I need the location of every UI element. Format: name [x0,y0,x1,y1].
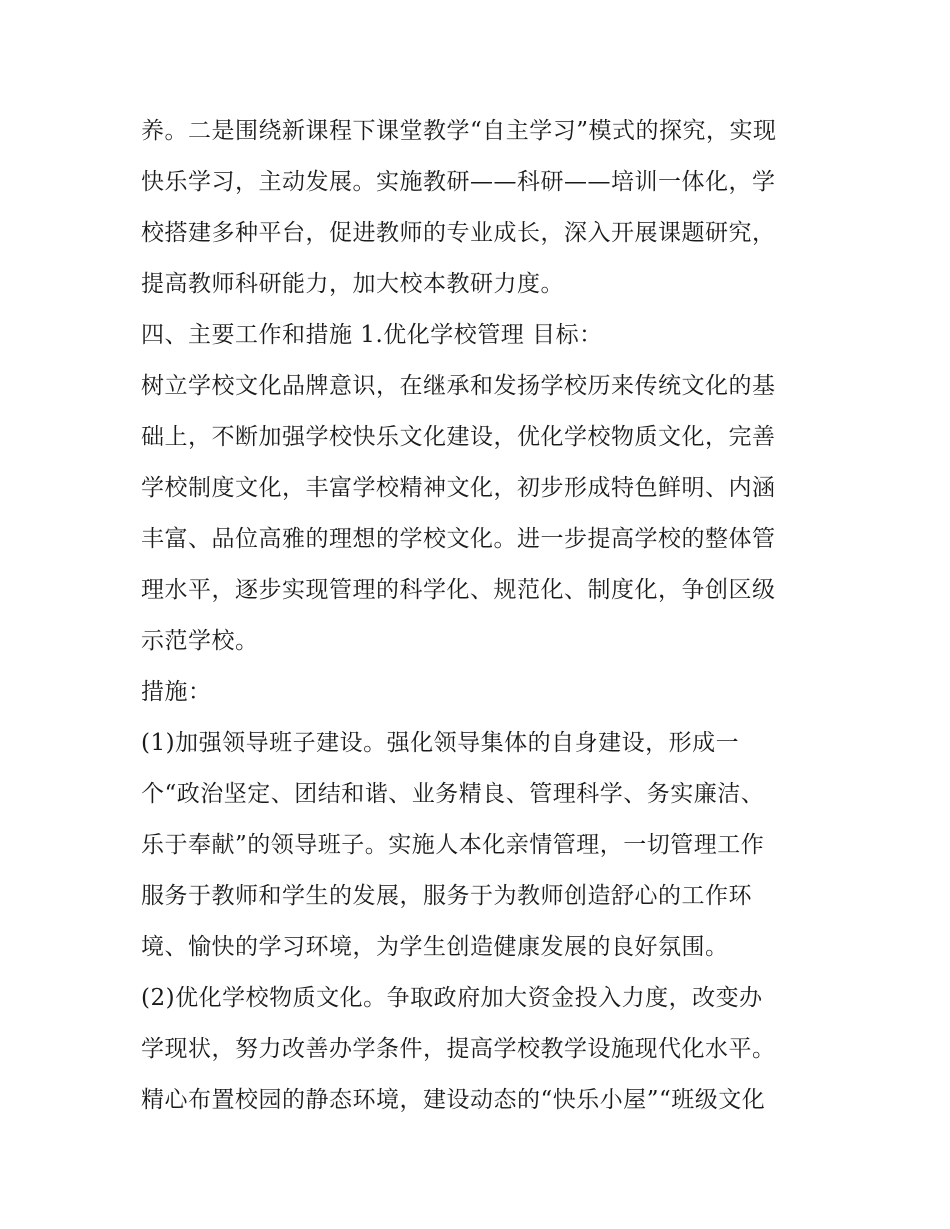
text-line: 乐于奉献”的领导班子。实施人本化亲情管理，一切管理工作 [141,832,765,858]
text-line: 学现状，努力改善办学条件，提高学校教学设施现代化水平。 [141,1036,776,1062]
text-line: 境、愉快的学习环境，为学生创造健康发展的良好氛围。 [141,934,729,960]
text-line: 丰富、品位高雅的理想的学校文化。进一步提高学校的整体管 [141,526,776,552]
text-line: 养。二是围绕新课程下课堂教学“自主学习”模式的探究，实现 [141,118,777,144]
text-line: 个“政治坚定、团结和谐、业务精良、管理科学、务实廉洁、 [141,781,765,807]
body-text [141,106,821,1126]
measures-label: 措施： [141,679,212,705]
text-line: 提高教师科研能力，加大校本教研力度。 [141,271,564,297]
text-line: 学校制度文化，丰富学校精神文化，初步形成特色鲜明、内涵 [141,475,776,501]
section-heading: 四、主要工作和措施 1.优化学校管理 目标： [141,322,603,348]
text-line: 精心布置校园的静态环境，建设动态的“快乐小屋”“班级文化 [141,1087,766,1113]
text-line: 示范学校。 [141,628,259,654]
text-line: 快乐学习，主动发展。实施教研——科研——培训一体化，学 [141,169,776,195]
text-line: 理水平，逐步实现管理的科学化、规范化、制度化，争创区级 [141,577,776,603]
text-line: (1)加强领导班子建设。强化领导集体的自身建设，形成一 [141,730,740,756]
text-line: 校搭建多种平台，促进教师的专业成长，深入开展课题研究， [141,220,776,246]
text-line: 树立学校文化品牌意识，在继承和发扬学校历来传统文化的基 [141,373,776,399]
text-line: (2)优化学校物质文化。争取政府加大资金投入力度，改变办 [141,985,763,1011]
text-line: 服务于教师和学生的发展，服务于为教师创造舒心的工作环 [141,883,752,909]
text-line: 础上，不断加强学校快乐文化建设，优化学校物质文化，完善 [141,424,776,450]
